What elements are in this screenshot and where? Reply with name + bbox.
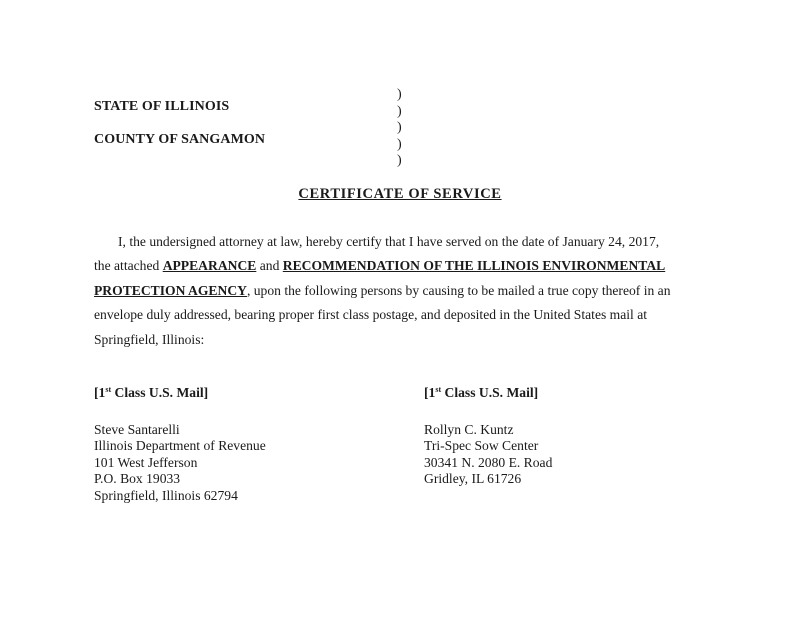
recipient-organization: Illinois Department of Revenue <box>94 438 266 454</box>
mail-method-prefix: [1 <box>424 385 436 400</box>
recipient-name: Rollyn C. Kuntz <box>424 422 514 437</box>
line3-suffix: , upon the following persons by causing to be mailed a true copy thereof in an <box>246 282 671 298</box>
recipient-name: Steve Santarelli <box>94 422 180 437</box>
caption-parentheses <box>397 87 402 170</box>
mail-method-prefix: [1 <box>94 385 106 400</box>
document-recommendation-part2: PROTECTION AGENCY <box>94 282 247 298</box>
caption-paren: ) <box>397 120 402 136</box>
line2-and: and <box>256 258 283 274</box>
paragraph-line-3 <box>94 279 706 303</box>
paragraph-line-2 <box>94 254 706 278</box>
recipient-city-state-zip: Gridley, IL 61726 <box>424 471 522 487</box>
paragraph-line-1: I, the undersigned attorney at law, hereby certify that I have served on the date of January 24, 2017, <box>118 234 660 249</box>
document-title-text: CERTIFICATE OF SERVICE <box>298 186 502 202</box>
paragraph-line-5: Springfield, Illinois: <box>94 331 205 347</box>
caption-paren: ) <box>397 136 402 152</box>
recipient-block <box>424 385 552 488</box>
line2-prefix: the attached <box>94 258 163 274</box>
caption-paren: ) <box>397 103 402 119</box>
recipient-block <box>94 385 266 504</box>
paragraph-line-4: envelope duly addressed, bearing proper first class postage, and deposited in the United States mail at <box>94 307 648 323</box>
recipient-organization: Tri-Spec Sow Center <box>424 438 539 454</box>
caption-state: STATE OF ILLINOIS <box>94 99 230 114</box>
caption-paren: ) <box>397 153 402 169</box>
caption-county: COUNTY OF SANGAMON <box>94 132 266 147</box>
recipient-po-box: P.O. Box 19033 <box>94 471 181 487</box>
mail-method-superscript: st <box>105 385 112 394</box>
document-title <box>0 186 800 203</box>
recipient-street: 101 West Jefferson <box>94 454 198 470</box>
caption-paren: ) <box>397 87 402 102</box>
mail-method-label <box>424 385 552 401</box>
mail-method-superscript: st <box>435 385 442 394</box>
recipient-city-state-zip: Springfield, Illinois 62794 <box>94 487 238 503</box>
mail-method-suffix: Class U.S. Mail] <box>111 385 209 400</box>
recipient-street: 30341 N. 2080 E. Road <box>424 454 553 470</box>
mail-method-suffix: Class U.S. Mail] <box>441 385 539 400</box>
document-appearance: APPEARANCE <box>162 258 257 274</box>
certification-paragraph <box>94 230 706 352</box>
mail-method-label <box>94 385 266 401</box>
document-recommendation-part1: RECOMMENDATION OF THE ILLINOIS ENVIRONMENTAL <box>282 258 666 274</box>
